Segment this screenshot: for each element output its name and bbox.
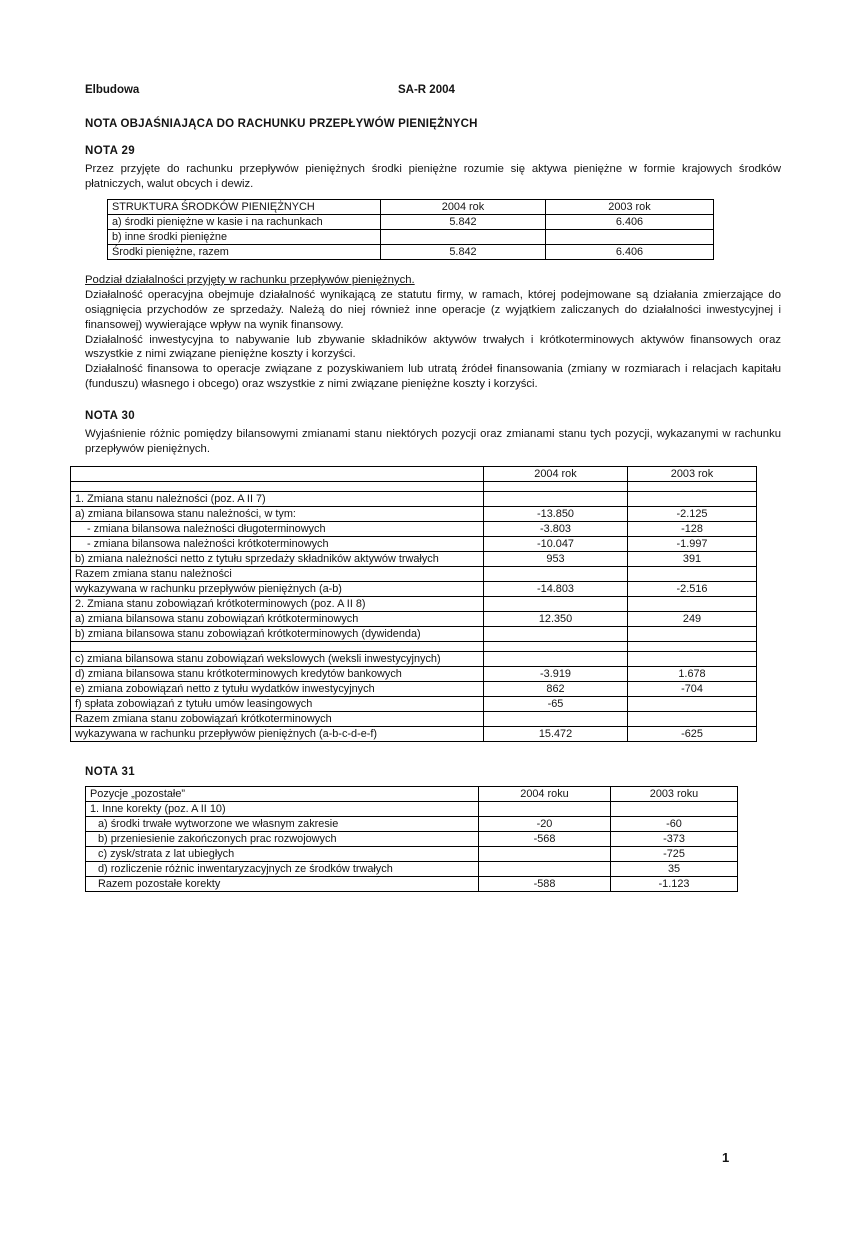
row-label: a) środki pieniężne w kasie i na rachunkach [108,214,381,229]
table-row [71,626,757,641]
row-value: -13.850 [484,506,628,521]
row-value: 12.350 [484,611,628,626]
table-row [71,696,757,711]
row-value [484,711,628,726]
other-items-table-body [86,801,738,891]
nota29-label: NOTA 29 [85,145,136,157]
row-value [628,491,757,506]
row-label: a) zmiana bilansowa stanu należności, w tym: [71,506,484,521]
row-value: -588 [479,876,611,891]
row-label: d) zmiana bilansowa stanu krótkoterminowych kredytów bankowych [71,666,484,681]
row-value [484,651,628,666]
table-row [86,861,738,876]
row-label: 1. Zmiana stanu należności (poz. A II 7) [71,491,484,506]
row-value: 6.406 [546,244,714,259]
row-label: 1. Inne korekty (poz. A II 10) [86,801,479,816]
row-label: Razem pozostałe korekty [86,876,479,891]
table-row [71,611,757,626]
row-label: wykazywana w rachunku przepływów pieniężnych (a-b) [71,581,484,596]
row-value [546,229,714,244]
document-content [75,84,781,892]
other-items-table [85,786,738,892]
row-value: -14.803 [484,581,628,596]
page-title: NOTA OBJAŚNIAJĄCA DO RACHUNKU PRZEPŁYWÓW PIENIĘŻNYCH [85,118,478,130]
paragraph-financing: Działalność finansowa to operacje związane z pozyskiwaniem lub utratą źródeł finansowania (zmiany w rozmiarach i relacjach kapitału (funduszu) własnego i obcego) oraz wszystkie z nimi związane pieniężne koszty i korzyści. [85,363,781,391]
column-header-2004: 2004 rok [484,466,628,481]
division-heading: Podział działalności przyjęty w rachunku przepływów pieniężnych. [85,273,415,286]
table-row [71,481,757,491]
row-value: -1.123 [611,876,738,891]
row-value: -568 [479,831,611,846]
table-row [71,681,757,696]
row-value [479,801,611,816]
row-value: -725 [611,846,738,861]
row-label: f) spłata zobowiązań z tytułu umów leasingowych [71,696,484,711]
row-value: -65 [484,696,628,711]
balance-changes-table-body [71,481,757,741]
row-label [71,641,484,651]
table-row [71,551,757,566]
row-label: Razem zmiana stanu należności [71,566,484,581]
row-label [71,481,484,491]
row-value [484,641,628,651]
row-value [479,846,611,861]
row-value [484,481,628,491]
table-row [71,521,757,536]
table-row [108,244,714,259]
row-value: 953 [484,551,628,566]
table-header-row [108,199,714,214]
row-label: a) zmiana bilansowa stanu zobowiązań krótkoterminowych [71,611,484,626]
row-label: c) zysk/strata z lat ubiegłych [86,846,479,861]
paragraph-operating: Działalność operacyjna obejmuje działalność wynikającą ze statutu firmy, w ramach, której podejmowane są działania zmierzające do osiągnięcia przychodów ze sprzedaży. Należą do niej również inne operacje (z wyjątkiem zaliczanych do działalności inwestycyjnej i finansowej) wywierające wpływ na wynik finansowy. [85,288,781,331]
table-row [86,831,738,846]
row-value [628,696,757,711]
row-value: -128 [628,521,757,536]
row-value [628,711,757,726]
row-value [628,596,757,611]
row-value: -3.803 [484,521,628,536]
row-value [484,566,628,581]
table-row [71,536,757,551]
row-label: b) inne środki pieniężne [108,229,381,244]
row-label: b) zmiana należności netto z tytułu sprzedaży składników aktywów trwałych [71,551,484,566]
nota30-intro: Wyjaśnienie różnic pomiędzy bilansowymi zmianami stanu niektórych pozycji oraz zmianami stanu tych pozycji, wykazanymi w rachunku przepływów pieniężnych. [85,428,781,456]
table-row [108,229,714,244]
table-row [71,711,757,726]
row-value [628,641,757,651]
row-label: b) przeniesienie zakończonych prac rozwojowych [86,831,479,846]
row-value: -20 [479,816,611,831]
row-value [479,861,611,876]
table-row [71,666,757,681]
balance-changes-table [70,466,757,742]
row-label: wykazywana w rachunku przepływów pieniężnych (a-b-c-d-e-f) [71,726,484,741]
column-header-other-items: Pozycje „pozostałe” [86,786,479,801]
table-row [86,846,738,861]
row-value: -1.997 [628,536,757,551]
row-value: 5.842 [381,244,546,259]
row-value: -60 [611,816,738,831]
row-value [611,801,738,816]
document-header [85,84,781,99]
company-name: Elbudowa [85,84,140,96]
row-value: -2.516 [628,581,757,596]
table-row [86,816,738,831]
table-row [86,801,738,816]
row-value [484,491,628,506]
row-value [628,566,757,581]
row-value: 391 [628,551,757,566]
column-header-2004: 2004 rok [381,199,546,214]
row-value: -704 [628,681,757,696]
nota29-intro: Przez przyjęte do rachunku przepływów pieniężnych środki pieniężne rozumie się aktywa pieniężne w formie krajowych środków płatniczych, walut obcych i dewiz. [85,163,781,190]
row-label: Razem zmiana stanu zobowiązań krótkoterminowych [71,711,484,726]
row-label: b) zmiana bilansowa stanu zobowiązań krótkoterminowych (dywidenda) [71,626,484,641]
row-value: -3.919 [484,666,628,681]
row-value [381,229,546,244]
table-row [71,726,757,741]
table-row [71,491,757,506]
page-number: 1 [722,1150,730,1165]
table-row [71,651,757,666]
row-label: c) zmiana bilansowa stanu zobowiązań wekslowych (weksli inwestycyjnych) [71,651,484,666]
row-value: 862 [484,681,628,696]
column-header-2004: 2004 roku [479,786,611,801]
row-value: 1.678 [628,666,757,681]
row-value: -2.125 [628,506,757,521]
column-header-structure: STRUKTURA ŚRODKÓW PIENIĘŻNYCH [108,199,381,214]
row-value [484,626,628,641]
table-row [71,566,757,581]
row-label: a) środki trwałe wytworzone we własnym zakresie [86,816,479,831]
paragraph-investing: Działalność inwestycyjna to nabywanie lub zbywanie składników aktywów trwałych i krótkoterminowych aktywów finansowych oraz wszystkie z nimi związane pieniężne koszty i korzyści. [85,333,781,361]
row-label: e) zmiana zobowiązań netto z tytułu wydatków inwestycyjnych [71,681,484,696]
cash-structure-table-body [108,214,714,259]
row-value [484,596,628,611]
row-value [628,651,757,666]
row-value [628,626,757,641]
row-value: -625 [628,726,757,741]
table-row [71,506,757,521]
column-header-empty [71,466,484,481]
row-label: Środki pieniężne, razem [108,244,381,259]
row-value: 249 [628,611,757,626]
table-row [108,214,714,229]
column-header-2003: 2003 rok [628,466,757,481]
row-value: 5.842 [381,214,546,229]
column-header-2003: 2003 rok [546,199,714,214]
column-header-2003: 2003 roku [611,786,738,801]
report-code: SA-R 2004 [398,84,455,96]
row-label: 2. Zmiana stanu zobowiązań krótkoterminowych (poz. A II 8) [71,596,484,611]
row-label: d) rozliczenie różnic inwentaryzacyjnych ze środków trwałych [86,861,479,876]
row-label: - zmiana bilansowa należności długoterminowych [71,521,484,536]
table-row [86,876,738,891]
row-value: -10.047 [484,536,628,551]
row-value: 35 [611,861,738,876]
table-header-row [86,786,738,801]
nota30-label: NOTA 30 [85,410,136,423]
table-row [71,596,757,611]
table-header-row [71,466,757,481]
nota31-label: NOTA 31 [85,765,136,778]
row-value: 15.472 [484,726,628,741]
row-value [628,481,757,491]
row-label: - zmiana bilansowa należności krótkoterminowych [71,536,484,551]
cash-structure-table [107,199,714,260]
row-value: -373 [611,831,738,846]
table-row [71,581,757,596]
row-value: 6.406 [546,214,714,229]
table-row [71,641,757,651]
